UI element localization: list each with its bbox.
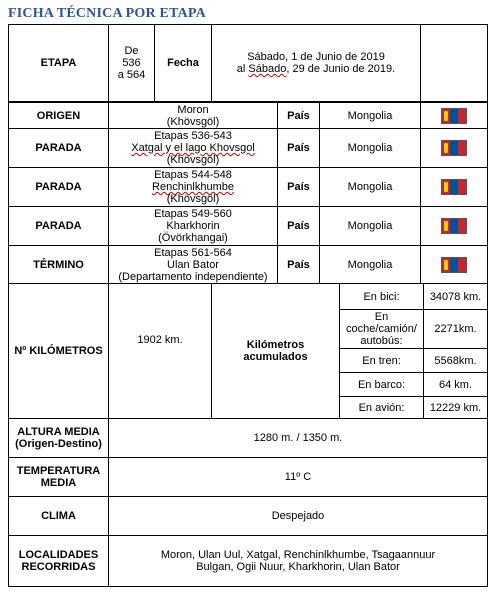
place-row-line: Xatgal y el lago Khovsgol (131, 142, 255, 154)
place-row-line: (Khövsgöl) (166, 154, 220, 166)
flag-stripe (458, 109, 466, 123)
fecha-value (211, 24, 421, 102)
fecha-line2-c: , 29 de Junio de 2019. (286, 63, 396, 75)
km-mode-value: 2271km. (423, 309, 488, 349)
km-mode-label: En tren: (339, 348, 424, 373)
altura-label-line1: ALTURA MEDIA (17, 426, 100, 438)
etapa-range-line2: 536 (122, 57, 141, 69)
etapa-empty-cell (420, 24, 488, 102)
km-acum-line2: acumulados (243, 351, 308, 363)
pais-label: País (277, 167, 320, 207)
mongolia-flag-icon (441, 179, 467, 195)
localidades-line1: Moron, Ulan Uul, Xatgal, Renchinlkhumbe, Tsagaannuur (160, 549, 436, 561)
localidades-label (8, 535, 109, 587)
temperatura-value: 11º C (108, 457, 488, 497)
temperatura-label (8, 457, 109, 497)
place-row-line: Etapas 544-548 (154, 169, 232, 181)
km-mode-value: 12229 km. (423, 396, 488, 419)
clima-label: CLIMA (8, 496, 109, 536)
country-name: Mongolia (319, 245, 421, 284)
km-mode-value: 5568km. (423, 348, 488, 373)
place-row-label: PARADA (8, 167, 109, 207)
temperatura-label-line1: TEMPERATURA (16, 465, 101, 477)
mongolia-flag-icon (441, 218, 467, 234)
etapa-range-line1: De (124, 45, 139, 57)
flag-stripe (458, 180, 466, 194)
flag-stripe (442, 109, 450, 123)
place-row-line: Renchinlkhumbe (152, 181, 234, 193)
place-row-line: Etapas 536-543 (154, 130, 232, 142)
flag-stripe (450, 258, 458, 272)
km-label: Nº KILÓMETROS (8, 283, 109, 419)
km-mode-label: En barco: (339, 372, 424, 397)
km-mode-value: 64 km. (423, 372, 488, 397)
flag-cell (420, 128, 488, 168)
country-name: Mongolia (319, 167, 421, 207)
altura-label (8, 418, 109, 458)
clima-value: Despejado (108, 496, 488, 536)
place-row-label: TÉRMINO (8, 245, 109, 284)
place-row-description (108, 128, 278, 168)
flag-cell (420, 206, 488, 246)
fecha-line1: Sábado, 1 de Junio de 2019 (247, 51, 385, 63)
place-row-description (108, 167, 278, 207)
flag-stripe (450, 180, 458, 194)
localidades-label-line1: LOCALIDADES (18, 549, 99, 561)
km-total-value: 1902 km. (137, 334, 183, 346)
country-name: Mongolia (319, 206, 421, 246)
country-name: Mongolia (319, 128, 421, 168)
altura-label-line2: (Origen-Destino) (15, 438, 102, 450)
flag-stripe (450, 109, 458, 123)
temperatura-label-line2: MEDIA (40, 477, 77, 489)
place-row-label: PARADA (8, 128, 109, 168)
flag-stripe (458, 258, 466, 272)
altura-value: 1280 m. / 1350 m. (108, 418, 488, 458)
place-row-line: (Övörkhangai) (158, 232, 228, 244)
place-row-line: Moron (177, 103, 209, 116)
mongolia-flag-icon (441, 140, 467, 156)
flag-cell (420, 167, 488, 207)
km-mode-label: En bici: (339, 283, 424, 310)
fecha-line2-b: Sábado (248, 63, 287, 75)
pais-label: País (277, 245, 320, 284)
fecha-line2 (237, 63, 395, 75)
place-row-line: Kharkhorin (166, 220, 220, 232)
pais-label: País (277, 102, 320, 129)
etapa-range (108, 24, 155, 102)
country-name: Mongolia (319, 102, 421, 129)
pais-label: País (277, 128, 320, 168)
place-row-description (108, 206, 278, 246)
km-mode-value: 34078 km. (423, 283, 488, 310)
place-row-label: PARADA (8, 206, 109, 246)
place-row-line: Etapas 549-560 (154, 208, 232, 220)
localidades-line2: Bulgan, Ogii Nuur, Kharkhorin, Ulan Bator (196, 561, 400, 573)
km-mode-label: En avión: (339, 396, 424, 419)
flag-stripe (442, 141, 450, 155)
fecha-label: Fecha (154, 24, 212, 102)
mongolia-flag-icon (441, 108, 467, 124)
mongolia-flag-icon (441, 257, 467, 273)
flag-cell (420, 245, 488, 284)
place-row-line: Etapas 561-564 (154, 246, 232, 259)
place-row-line: (Khövsgöl) (166, 193, 220, 205)
place-row-description (108, 245, 278, 284)
localidades-value (108, 535, 488, 587)
page-heading: FICHA TÉCNICA POR ETAPA (8, 6, 206, 21)
km-acum-line1: Kilómetros (246, 339, 305, 351)
flag-cell (420, 102, 488, 129)
etapa-label: ETAPA (8, 24, 109, 102)
pais-label: País (277, 206, 320, 246)
flag-stripe (442, 258, 450, 272)
km-acumulados-label (211, 283, 340, 419)
flag-stripe (442, 219, 450, 233)
km-total (108, 283, 212, 419)
flag-stripe (458, 219, 466, 233)
place-row-line: Ulan Bator (167, 258, 219, 271)
flag-stripe (442, 180, 450, 194)
place-row-line: (Departamento independiente) (118, 270, 268, 283)
place-row-line: (Khövsgöl) (166, 115, 220, 128)
km-mode-label: En coche/camión/ autobús: (339, 309, 424, 349)
flag-stripe (450, 219, 458, 233)
place-row-description (108, 102, 278, 129)
fecha-line2-a: al (236, 63, 249, 75)
localidades-label-line2: RECORRIDAS (21, 561, 96, 573)
place-row-label: ORIGEN (8, 102, 109, 129)
flag-stripe (450, 141, 458, 155)
flag-stripe (458, 141, 466, 155)
etapa-range-line3: a 564 (117, 69, 146, 81)
